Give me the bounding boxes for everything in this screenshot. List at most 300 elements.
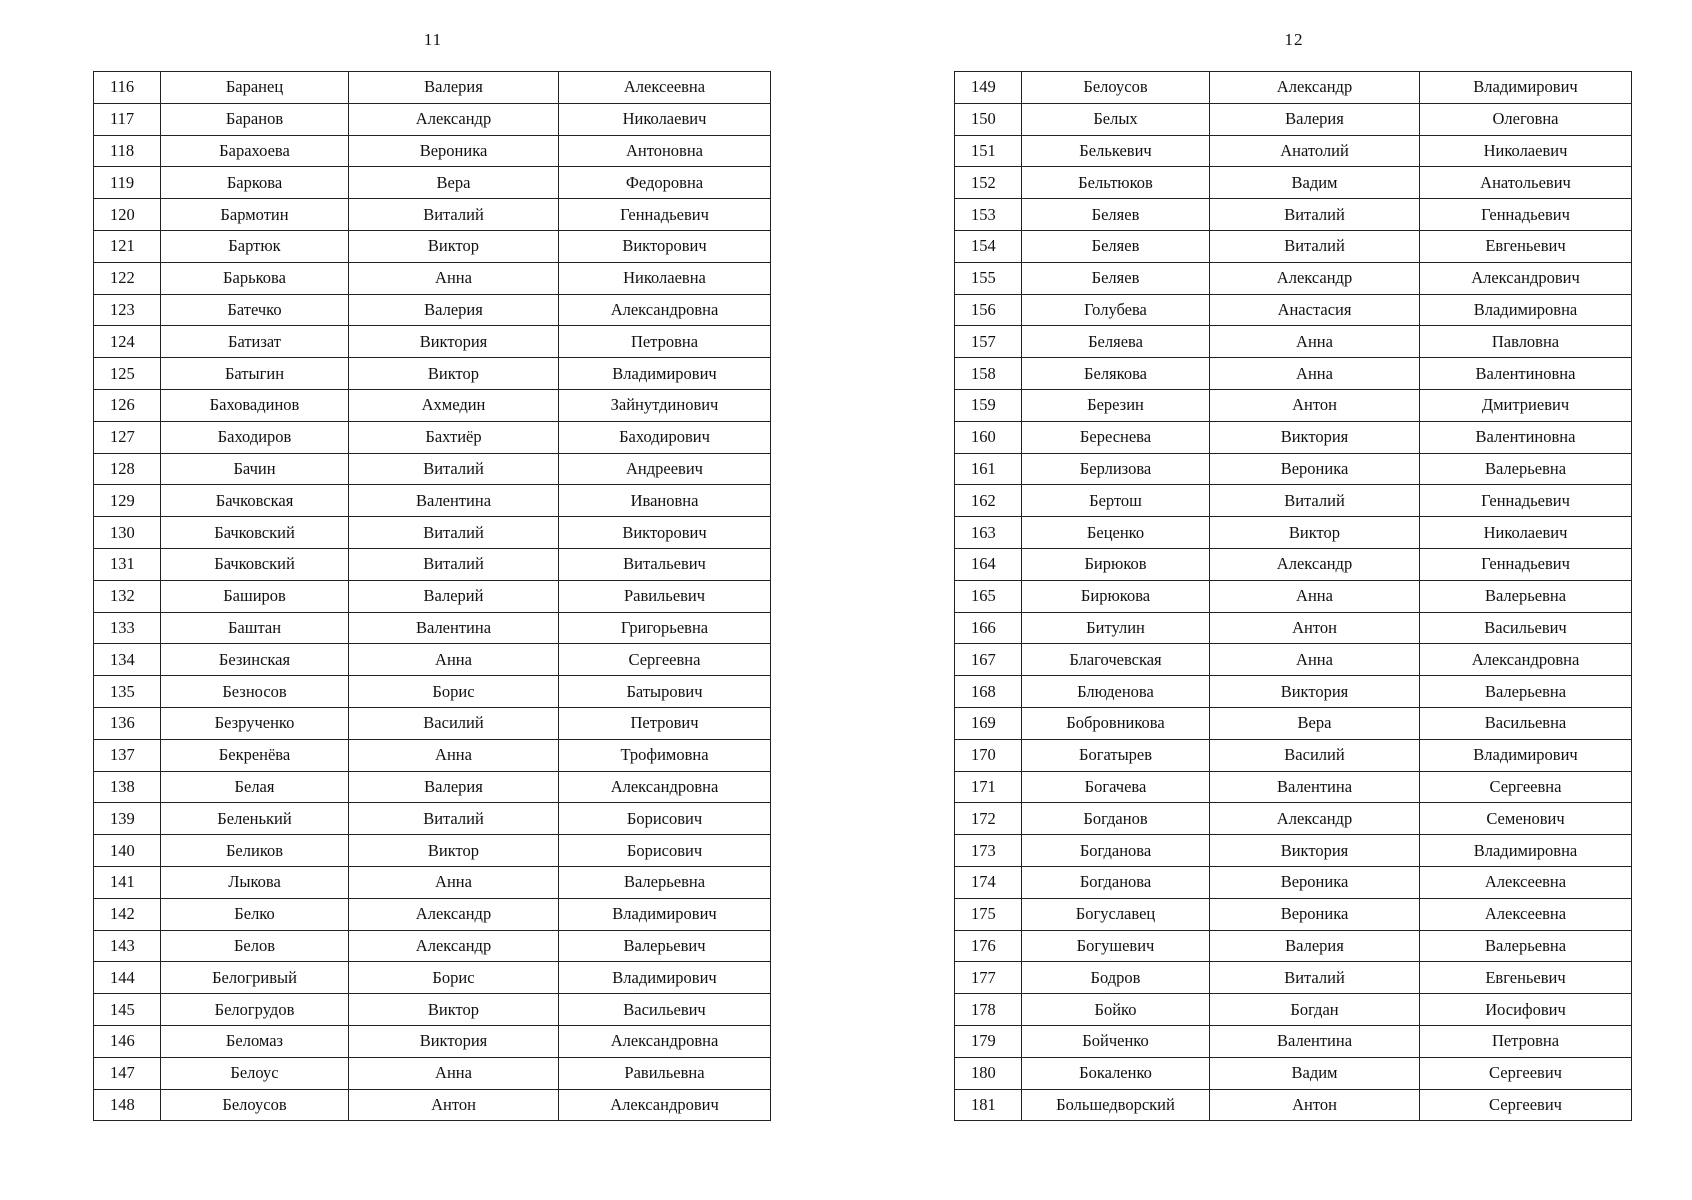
surname-cell: Баштан	[161, 612, 349, 644]
surname-cell: Белов	[161, 930, 349, 962]
row-number: 124	[94, 326, 161, 358]
table-row	[955, 1057, 1632, 1089]
surname-cell: Баходиров	[161, 421, 349, 453]
patronymic-cell: Владимировна	[1420, 835, 1632, 867]
table-row	[94, 103, 771, 135]
row-number: 152	[955, 167, 1022, 199]
row-number: 171	[955, 771, 1022, 803]
row-number: 180	[955, 1057, 1022, 1089]
surname-cell: Белякова	[1022, 358, 1210, 390]
patronymic-cell: Валерьевна	[1420, 453, 1632, 485]
table-row	[955, 199, 1632, 231]
surname-cell: Благочевская	[1022, 644, 1210, 676]
row-number: 119	[94, 167, 161, 199]
patronymic-cell: Васильевич	[1420, 612, 1632, 644]
row-number: 145	[94, 994, 161, 1026]
patronymic-cell: Федоровна	[559, 167, 771, 199]
table-row	[94, 676, 771, 708]
patronymic-cell: Валерьевна	[559, 866, 771, 898]
first-name-cell: Виктор	[349, 358, 559, 390]
patronymic-cell: Андреевич	[559, 453, 771, 485]
patronymic-cell: Геннадьевич	[1420, 485, 1632, 517]
first-name-cell: Виктор	[349, 230, 559, 262]
surname-cell: Бойко	[1022, 994, 1210, 1026]
surname-cell: Белогривый	[161, 962, 349, 994]
patronymic-cell: Григорьевна	[559, 612, 771, 644]
first-name-cell: Виктория	[349, 326, 559, 358]
table-row	[94, 548, 771, 580]
table-row	[94, 898, 771, 930]
row-number: 153	[955, 199, 1022, 231]
table-row	[94, 230, 771, 262]
row-number: 168	[955, 676, 1022, 708]
surname-cell: Баховадинов	[161, 389, 349, 421]
table-row	[955, 262, 1632, 294]
surname-cell: Белая	[161, 771, 349, 803]
patronymic-cell: Николаевна	[559, 262, 771, 294]
table-row	[955, 358, 1632, 390]
row-number: 126	[94, 389, 161, 421]
table-row	[955, 803, 1632, 835]
table-row	[955, 485, 1632, 517]
table-row	[955, 739, 1632, 771]
patronymic-cell: Викторович	[559, 517, 771, 549]
table-row	[955, 1089, 1632, 1121]
table-row	[94, 580, 771, 612]
patronymic-cell: Алексеевна	[1420, 866, 1632, 898]
surname-cell: Бирюков	[1022, 548, 1210, 580]
surname-cell: Безинская	[161, 644, 349, 676]
patronymic-cell: Ивановна	[559, 485, 771, 517]
surname-cell: Барькова	[161, 262, 349, 294]
surname-cell: Богатырев	[1022, 739, 1210, 771]
table-row	[94, 930, 771, 962]
table-row	[955, 707, 1632, 739]
patronymic-cell: Викторович	[559, 230, 771, 262]
row-number: 120	[94, 199, 161, 231]
table-row	[94, 866, 771, 898]
surname-cell: Берлизова	[1022, 453, 1210, 485]
surname-cell: Беликов	[161, 835, 349, 867]
row-number: 161	[955, 453, 1022, 485]
patronymic-cell: Сергеевна	[559, 644, 771, 676]
table-row	[94, 199, 771, 231]
surname-cell: Беценко	[1022, 517, 1210, 549]
row-number: 178	[955, 994, 1022, 1026]
first-name-cell: Александр	[349, 898, 559, 930]
first-name-cell: Виктория	[1210, 676, 1420, 708]
table-row	[94, 707, 771, 739]
row-number: 128	[94, 453, 161, 485]
row-number: 166	[955, 612, 1022, 644]
first-name-cell: Борис	[349, 676, 559, 708]
table-row	[955, 167, 1632, 199]
patronymic-cell: Владимирович	[559, 898, 771, 930]
first-name-cell: Валерия	[349, 771, 559, 803]
patronymic-cell: Алексеевна	[559, 72, 771, 104]
row-number: 151	[955, 135, 1022, 167]
row-number: 122	[94, 262, 161, 294]
row-number: 133	[94, 612, 161, 644]
patronymic-cell: Владимировна	[1420, 294, 1632, 326]
surname-cell: Белогрудов	[161, 994, 349, 1026]
row-number: 164	[955, 548, 1022, 580]
row-number: 160	[955, 421, 1022, 453]
first-name-cell: Виктория	[1210, 835, 1420, 867]
first-name-cell: Виталий	[349, 803, 559, 835]
patronymic-cell: Алексеевна	[1420, 898, 1632, 930]
patronymic-cell: Владимирович	[559, 358, 771, 390]
surname-cell: Лыкова	[161, 866, 349, 898]
row-number: 149	[955, 72, 1022, 104]
first-name-cell: Богдан	[1210, 994, 1420, 1026]
row-number: 132	[94, 580, 161, 612]
first-name-cell: Анна	[349, 262, 559, 294]
table-row	[94, 1089, 771, 1121]
first-name-cell: Вероника	[1210, 866, 1420, 898]
row-number: 177	[955, 962, 1022, 994]
patronymic-cell: Геннадьевич	[1420, 199, 1632, 231]
table-row	[955, 898, 1632, 930]
patronymic-cell: Баходирович	[559, 421, 771, 453]
first-name-cell: Виталий	[349, 548, 559, 580]
table-row	[94, 294, 771, 326]
first-name-cell: Виталий	[349, 453, 559, 485]
row-number: 179	[955, 1025, 1022, 1057]
row-number: 117	[94, 103, 161, 135]
patronymic-cell: Александровна	[1420, 644, 1632, 676]
table-row	[94, 517, 771, 549]
patronymic-cell: Равильевич	[559, 580, 771, 612]
surname-cell: Бодров	[1022, 962, 1210, 994]
surname-cell: Бачковская	[161, 485, 349, 517]
table-row	[94, 389, 771, 421]
surname-cell: Баркова	[161, 167, 349, 199]
patronymic-cell: Борисович	[559, 803, 771, 835]
patronymic-cell: Валерьевна	[1420, 676, 1632, 708]
first-name-cell: Вероника	[349, 135, 559, 167]
surname-cell: Белоусов	[161, 1089, 349, 1121]
row-number: 142	[94, 898, 161, 930]
first-name-cell: Виталий	[1210, 230, 1420, 262]
first-name-cell: Виталий	[1210, 485, 1420, 517]
first-name-cell: Александр	[1210, 803, 1420, 835]
first-name-cell: Вера	[1210, 707, 1420, 739]
row-number: 154	[955, 230, 1022, 262]
table-row	[955, 103, 1632, 135]
first-name-cell: Виталий	[1210, 199, 1420, 231]
row-number: 141	[94, 866, 161, 898]
surname-cell: Березин	[1022, 389, 1210, 421]
table-body	[94, 72, 771, 1121]
first-name-cell: Валерий	[349, 580, 559, 612]
patronymic-cell: Равильевна	[559, 1057, 771, 1089]
surname-cell: Голубева	[1022, 294, 1210, 326]
patronymic-cell: Валерьевич	[559, 930, 771, 962]
surname-cell: Беляев	[1022, 230, 1210, 262]
patronymic-cell: Антоновна	[559, 135, 771, 167]
first-name-cell: Анна	[349, 644, 559, 676]
first-name-cell: Василий	[349, 707, 559, 739]
row-number: 157	[955, 326, 1022, 358]
patronymic-cell: Павловна	[1420, 326, 1632, 358]
patronymic-cell: Валерьевна	[1420, 580, 1632, 612]
row-number: 139	[94, 803, 161, 835]
row-number: 137	[94, 739, 161, 771]
surname-cell: Баранов	[161, 103, 349, 135]
surname-cell: Бачин	[161, 453, 349, 485]
first-name-cell: Антон	[1210, 1089, 1420, 1121]
table-row	[955, 517, 1632, 549]
patronymic-cell: Валерьевна	[1420, 930, 1632, 962]
name-list-table	[93, 71, 771, 1121]
row-number: 138	[94, 771, 161, 803]
table-row	[94, 485, 771, 517]
patronymic-cell: Геннадьевич	[559, 199, 771, 231]
table-body	[955, 72, 1632, 1121]
table-row	[94, 771, 771, 803]
table-row	[955, 548, 1632, 580]
surname-cell: Богданова	[1022, 835, 1210, 867]
table-row	[94, 453, 771, 485]
name-list-table	[954, 71, 1632, 1121]
table-row	[94, 326, 771, 358]
row-number: 116	[94, 72, 161, 104]
surname-cell: Бойченко	[1022, 1025, 1210, 1057]
table-row	[955, 453, 1632, 485]
row-number: 176	[955, 930, 1022, 962]
first-name-cell: Вадим	[1210, 167, 1420, 199]
patronymic-cell: Трофимовна	[559, 739, 771, 771]
row-number: 131	[94, 548, 161, 580]
first-name-cell: Александр	[349, 103, 559, 135]
row-number: 144	[94, 962, 161, 994]
surname-cell: Богданова	[1022, 866, 1210, 898]
surname-cell: Беленький	[161, 803, 349, 835]
first-name-cell: Виктор	[349, 835, 559, 867]
patronymic-cell: Сергеевич	[1420, 1089, 1632, 1121]
table-row	[955, 1025, 1632, 1057]
table-row	[94, 1025, 771, 1057]
table-row	[94, 421, 771, 453]
table-row	[955, 962, 1632, 994]
patronymic-cell: Петровна	[1420, 1025, 1632, 1057]
surname-cell: Блюденова	[1022, 676, 1210, 708]
first-name-cell: Вера	[349, 167, 559, 199]
surname-cell: Белоусов	[1022, 72, 1210, 104]
surname-cell: Белькевич	[1022, 135, 1210, 167]
row-number: 148	[94, 1089, 161, 1121]
row-number: 125	[94, 358, 161, 390]
patronymic-cell: Петрович	[559, 707, 771, 739]
first-name-cell: Анна	[1210, 644, 1420, 676]
table-row	[955, 994, 1632, 1026]
surname-cell: Богуславец	[1022, 898, 1210, 930]
row-number: 172	[955, 803, 1022, 835]
table-row	[94, 262, 771, 294]
patronymic-cell: Николаевич	[1420, 135, 1632, 167]
row-number: 135	[94, 676, 161, 708]
first-name-cell: Александр	[1210, 548, 1420, 580]
row-number: 159	[955, 389, 1022, 421]
first-name-cell: Александр	[1210, 72, 1420, 104]
table-row	[955, 930, 1632, 962]
table-row	[955, 230, 1632, 262]
first-name-cell: Борис	[349, 962, 559, 994]
surname-cell: Богданов	[1022, 803, 1210, 835]
table-row	[955, 294, 1632, 326]
first-name-cell: Анна	[349, 1057, 559, 1089]
first-name-cell: Виталий	[349, 517, 559, 549]
table-row	[955, 580, 1632, 612]
table-row	[94, 612, 771, 644]
surname-cell: Береснева	[1022, 421, 1210, 453]
table-row	[955, 135, 1632, 167]
surname-cell: Богушевич	[1022, 930, 1210, 962]
table-row	[955, 326, 1632, 358]
surname-cell: Битулин	[1022, 612, 1210, 644]
first-name-cell: Вероника	[1210, 453, 1420, 485]
table-row	[955, 835, 1632, 867]
row-number: 162	[955, 485, 1022, 517]
surname-cell: Беляева	[1022, 326, 1210, 358]
first-name-cell: Валерия	[1210, 103, 1420, 135]
first-name-cell: Василий	[1210, 739, 1420, 771]
patronymic-cell: Евгеньевич	[1420, 230, 1632, 262]
row-number: 174	[955, 866, 1022, 898]
table-row	[94, 644, 771, 676]
patronymic-cell: Валентиновна	[1420, 358, 1632, 390]
patronymic-cell: Николаевич	[559, 103, 771, 135]
first-name-cell: Виктор	[1210, 517, 1420, 549]
first-name-cell: Вадим	[1210, 1057, 1420, 1089]
table-row	[955, 612, 1632, 644]
surname-cell: Бачковский	[161, 548, 349, 580]
first-name-cell: Виктория	[1210, 421, 1420, 453]
first-name-cell: Анатолий	[1210, 135, 1420, 167]
surname-cell: Бармотин	[161, 199, 349, 231]
first-name-cell: Валентина	[349, 485, 559, 517]
row-number: 129	[94, 485, 161, 517]
row-number: 130	[94, 517, 161, 549]
patronymic-cell: Владимирович	[1420, 72, 1632, 104]
table-row	[94, 962, 771, 994]
patronymic-cell: Валентиновна	[1420, 421, 1632, 453]
surname-cell: Богачева	[1022, 771, 1210, 803]
surname-cell: Барахоева	[161, 135, 349, 167]
row-number: 118	[94, 135, 161, 167]
row-number: 163	[955, 517, 1022, 549]
table-row	[94, 803, 771, 835]
first-name-cell: Анна	[1210, 358, 1420, 390]
first-name-cell: Валентина	[1210, 1025, 1420, 1057]
table-row	[94, 167, 771, 199]
table-row	[94, 994, 771, 1026]
surname-cell: Безносов	[161, 676, 349, 708]
patronymic-cell: Сергеевич	[1420, 1057, 1632, 1089]
first-name-cell: Виталий	[349, 199, 559, 231]
patronymic-cell: Васильевна	[1420, 707, 1632, 739]
surname-cell: Белко	[161, 898, 349, 930]
first-name-cell: Александр	[1210, 262, 1420, 294]
surname-cell: Бертош	[1022, 485, 1210, 517]
table-row	[955, 866, 1632, 898]
surname-cell: Беломаз	[161, 1025, 349, 1057]
table-row	[955, 72, 1632, 104]
table-row	[94, 739, 771, 771]
row-number: 146	[94, 1025, 161, 1057]
row-number: 165	[955, 580, 1022, 612]
table-row	[955, 771, 1632, 803]
table-row	[94, 135, 771, 167]
row-number: 134	[94, 644, 161, 676]
patronymic-cell: Геннадьевич	[1420, 548, 1632, 580]
patronymic-cell: Витальевич	[559, 548, 771, 580]
surname-cell: Бобровникова	[1022, 707, 1210, 739]
right-page	[954, 0, 1634, 1200]
table-row	[955, 421, 1632, 453]
first-name-cell: Александр	[349, 930, 559, 962]
table-row	[94, 72, 771, 104]
row-number: 127	[94, 421, 161, 453]
patronymic-cell: Васильевич	[559, 994, 771, 1026]
first-name-cell: Валерия	[349, 294, 559, 326]
first-name-cell: Виталий	[1210, 962, 1420, 994]
first-name-cell: Антон	[349, 1089, 559, 1121]
first-name-cell: Анна	[349, 739, 559, 771]
table-row	[94, 835, 771, 867]
row-number: 121	[94, 230, 161, 262]
patronymic-cell: Александровна	[559, 771, 771, 803]
patronymic-cell: Батырович	[559, 676, 771, 708]
surname-cell: Белоус	[161, 1057, 349, 1089]
surname-cell: Безрученко	[161, 707, 349, 739]
surname-cell: Большедворский	[1022, 1089, 1210, 1121]
row-number: 156	[955, 294, 1022, 326]
surname-cell: Беляев	[1022, 199, 1210, 231]
row-number: 169	[955, 707, 1022, 739]
row-number: 170	[955, 739, 1022, 771]
patronymic-cell: Дмитриевич	[1420, 389, 1632, 421]
surname-cell: Баранец	[161, 72, 349, 104]
table-row	[955, 676, 1632, 708]
first-name-cell: Анастасия	[1210, 294, 1420, 326]
surname-cell: Бокаленко	[1022, 1057, 1210, 1089]
first-name-cell: Валерия	[349, 72, 559, 104]
row-number: 175	[955, 898, 1022, 930]
patronymic-cell: Сергеевна	[1420, 771, 1632, 803]
first-name-cell: Валентина	[349, 612, 559, 644]
first-name-cell: Анна	[1210, 326, 1420, 358]
surname-cell: Бекренёва	[161, 739, 349, 771]
row-number: 158	[955, 358, 1022, 390]
first-name-cell: Виктория	[349, 1025, 559, 1057]
surname-cell: Баширов	[161, 580, 349, 612]
patronymic-cell: Александровна	[559, 1025, 771, 1057]
first-name-cell: Антон	[1210, 612, 1420, 644]
page-number: 11	[423, 30, 443, 49]
first-name-cell: Виктор	[349, 994, 559, 1026]
row-number: 167	[955, 644, 1022, 676]
patronymic-cell: Александрович	[559, 1089, 771, 1121]
left-page	[93, 0, 773, 1200]
row-number: 140	[94, 835, 161, 867]
first-name-cell: Валерия	[1210, 930, 1420, 962]
table-row	[955, 644, 1632, 676]
surname-cell: Батыгин	[161, 358, 349, 390]
row-number: 143	[94, 930, 161, 962]
surname-cell: Бирюкова	[1022, 580, 1210, 612]
